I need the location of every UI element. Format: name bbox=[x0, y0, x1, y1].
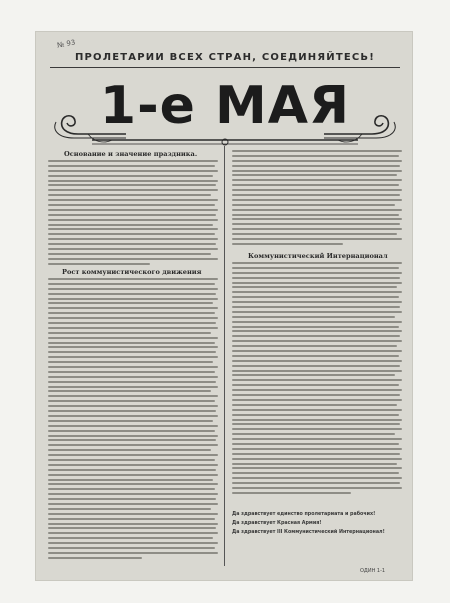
archive-number-note: № 93 bbox=[56, 38, 76, 50]
slogan-line: Да здравствует Красная Армия! bbox=[232, 521, 322, 526]
slogan-line: Да здравствует единство пролетариата и рабочих! bbox=[232, 512, 376, 517]
section-title-comintern: Коммунистический Интернационал bbox=[248, 252, 388, 260]
article-text-continued bbox=[232, 150, 402, 248]
slogan-line: Да здравствует III Коммунистический Интернационал! bbox=[232, 530, 385, 535]
section-title-growth: Рост коммунистического движения bbox=[62, 268, 202, 276]
headline-underline-ornament bbox=[88, 134, 362, 148]
article-text-origin bbox=[48, 160, 218, 268]
headline-may-day: 1-е МАЯ bbox=[99, 76, 351, 136]
section-title-origin: Основание и значение праздника. bbox=[64, 150, 198, 158]
motto-banner: ПРОЛЕТАРИИ ВСЕХ СТРАН, СОЕДИНЯЙТЕСЬ! bbox=[74, 52, 376, 63]
signoff-mark: ОДИН 1-1 bbox=[360, 568, 386, 574]
column-divider bbox=[224, 146, 225, 566]
article-text-growth bbox=[48, 278, 218, 562]
motto-underline bbox=[50, 67, 400, 68]
article-text-comintern bbox=[232, 262, 402, 497]
closing-slogans bbox=[232, 512, 402, 539]
